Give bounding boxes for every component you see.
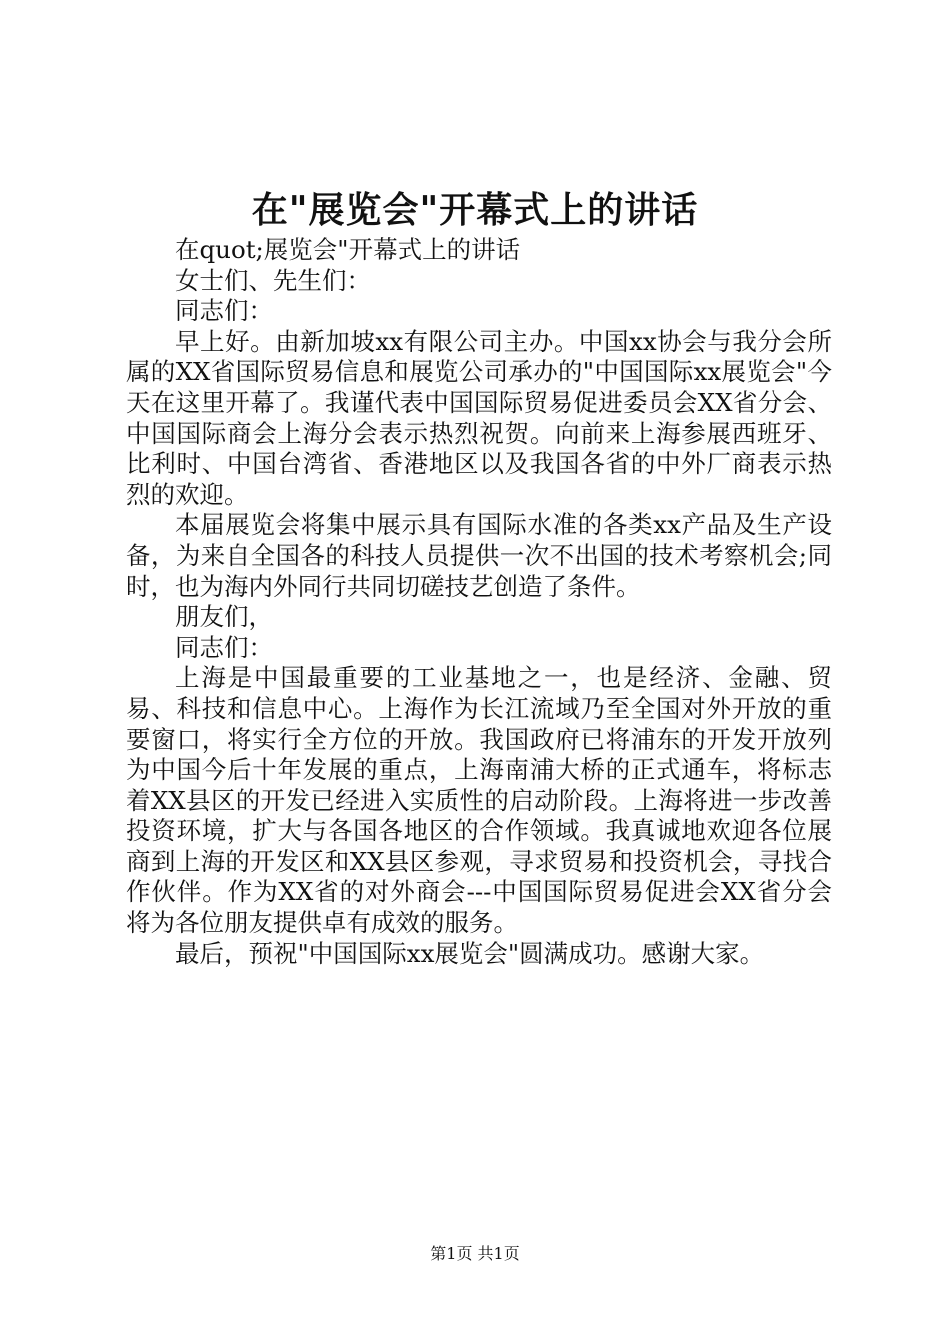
paragraph-salutation-comrades-2: 同志们： <box>175 632 273 662</box>
document-title: 在"展览会"开幕式上的讲话 <box>251 189 699 231</box>
paragraph-salutation-ladies-gentlemen: 女士们、先生们： <box>175 265 371 295</box>
document-body <box>126 235 832 969</box>
paragraph-opening: 早上好。由新加坡xx有限公司主办。中国xx协会与我分会所属的XX省国际贸易信息和展览公司承办的"中国国际xx展览会"今天在这里开幕了。我谨代表中国国际贸易促进委员会XX省分会、中国国际商会上海分会表示热烈祝贺。向前来上海参展西班牙、比利时、中国台湾省、香港地区以及我国各省的中外厂商表示热烈的欢迎。 <box>126 326 832 509</box>
paragraph-salutation-comrades: 同志们： <box>175 296 273 326</box>
paragraph-shanghai: 上海是中国最重要的工业基地之一，也是经济、金融、贸易、科技和信息中心。上海作为长江流域乃至全国对外开放的重要窗口，将实行全方位的开放。我国政府已将浦东的开发开放列为中国今后十年发展的重点，上海南浦大桥的正式通车，将标志着XX县区的开发已经进入实质性的启动阶段。上海将进一步改善投资环境，扩大与各国各地区的合作领域。我真诚地欢迎各位展商到上海的开发区和XX县区参观，寻求贸易和投资机会，寻找合作伙伴。作为XX省的对外商会---中国国际贸易促进会XX省分会将为各位朋友提供卓有成效的服务。 <box>126 663 832 938</box>
paragraph-closing: 最后，预祝"中国国际xx展览会"圆满成功。感谢大家。 <box>175 938 765 968</box>
page-footer: 第1页 共1页 <box>430 1244 520 1263</box>
paragraph-exhibition: 本届展览会将集中展示具有国际水准的各类xx产品及生产设备，为来自全国各的科技人员提供一次不出国的技术考察机会;同时，也为海内外同行共同切磋技艺创造了条件。 <box>126 510 832 601</box>
paragraph-subtitle: 在quot;展览会"开幕式上的讲话 <box>175 235 521 264</box>
paragraph-salutation-friends: 朋友们， <box>175 602 273 632</box>
